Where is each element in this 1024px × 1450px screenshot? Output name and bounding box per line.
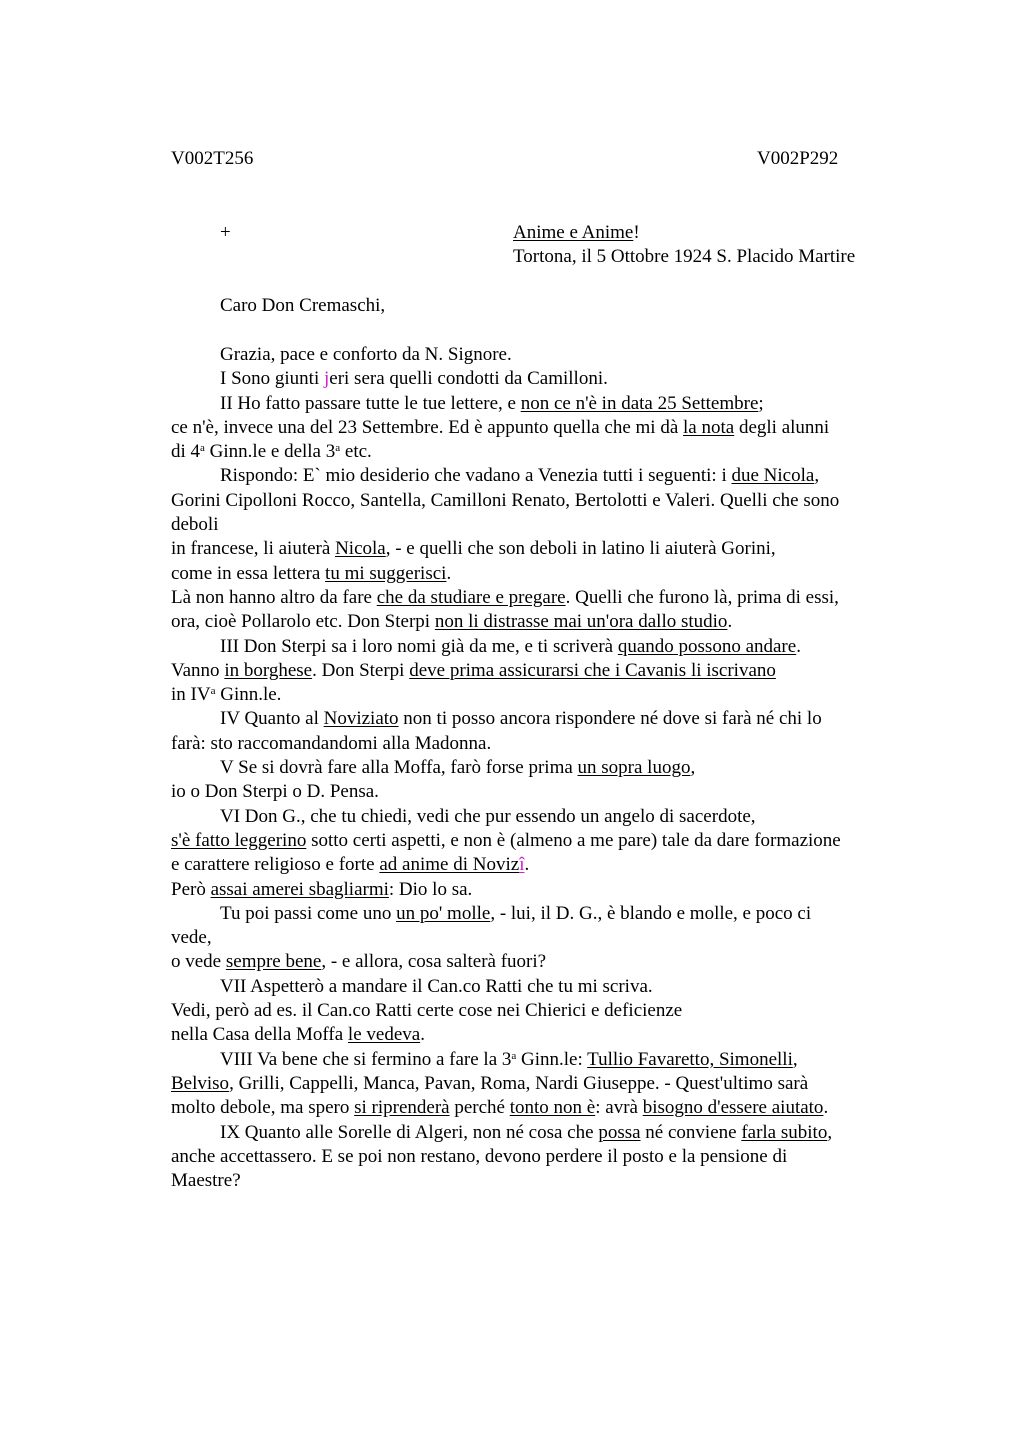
letter-title: Anime e Anime! bbox=[513, 222, 640, 243]
text-line: IV Quanto al Noviziato non ti posso ancora rispondere né dove si farà né chi lo bbox=[220, 708, 822, 730]
text-line: VII Aspetterò a mandare il Can.co Ratti che tu mi scriva. bbox=[220, 975, 653, 997]
text-line: farà: sto raccomandandomi alla Madonna. bbox=[171, 732, 492, 754]
text-line: Vedi, però ad es. il Can.co Ratti certe cose nei Chierici e deficienze bbox=[171, 1000, 683, 1022]
text-line: III Don Sterpi sa i loro nomi già da me, e ti scriverà quando possono andare. bbox=[220, 635, 801, 657]
letter-date: Tortona, il 5 Ottobre 1924 S. Placido Martire bbox=[513, 246, 856, 268]
text-line: VI Don G., che tu chiedi, vedi che pur essendo un angelo di sacerdote, bbox=[220, 805, 756, 827]
text-line: Grazia, pace e conforto da N. Signore. bbox=[220, 344, 512, 365]
salutation: Caro Don Cremaschi, bbox=[220, 295, 386, 316]
text-line: ce n'è, invece una del 23 Settembre. Ed è appunto quella che mi dà la nota degli alunni bbox=[171, 416, 830, 438]
text-line: VIII Va bene che si fermino a fare la 3$^a$ Ginn.le: Tullio Favaretto, Simonelli, bbox=[220, 1048, 798, 1070]
text-line: nella Casa della Moffa le vedeva. bbox=[171, 1024, 425, 1046]
letter-body bbox=[171, 343, 911, 1193]
text-line: Maestre? bbox=[171, 1170, 241, 1192]
text-line: V Se si dovrà fare alla Moffa, farò forse prima un sopra luogo, bbox=[220, 757, 696, 779]
text-line: io o Don Sterpi o D. Pensa. bbox=[171, 781, 379, 803]
text-line: e carattere religioso e forte ad anime di Novizî. bbox=[171, 854, 530, 876]
text-line: s'è fatto leggerino sotto certi aspetti, e non è (almeno a me pare) tale da dare formazione bbox=[171, 829, 841, 851]
text-line: in $IV^a$ Ginn.le. bbox=[171, 684, 282, 706]
text-line: Tu poi passi come uno un po' molle, - lui, il D. G., è blando e molle, e poco ci bbox=[220, 902, 812, 924]
text-line: I Sono giunti jeri sera quelli condotti da Camilloni. bbox=[220, 368, 608, 390]
text-line: di 4$^a$ Ginn.le e della 3$^a$ etc. bbox=[171, 441, 372, 463]
text-line: Vanno in borghese. Don Sterpi deve prima assicurarsi che i Cavanis li iscrivano bbox=[171, 659, 776, 681]
text-line: ora, cioè Pollarolo etc. Don Sterpi non li distrasse mai un'ora dallo studio. bbox=[171, 611, 733, 633]
text-line: come in essa lettera tu mi suggerisci. bbox=[171, 562, 452, 584]
text-line: IX Quanto alle Sorelle di Algeri, non né cosa che possa né conviene farla subito, bbox=[220, 1121, 833, 1143]
document-code-left: V002T256 bbox=[171, 148, 254, 169]
text-line: Gorini Cipolloni Rocco, Santella, Camilloni Renato, Bertolotti e Valeri. Quelli che sono bbox=[171, 489, 840, 511]
text-line: deboli bbox=[171, 514, 219, 536]
text-line: anche accettassero. E se poi non restano, devono perdere il posto e la pensione di bbox=[171, 1145, 788, 1167]
text-line: II Ho fatto passare tutte le tue lettere, e non ce n'è in data 25 Settembre; bbox=[220, 392, 764, 414]
text-line: Rispondo: E` mio desiderio che vadano a Venezia tutti i seguenti: i due Nicola, bbox=[220, 465, 820, 487]
text-line: vede, bbox=[171, 927, 212, 949]
cross-symbol: + bbox=[220, 222, 231, 243]
text-line: Però assai amerei sbagliarmi: Dio lo sa. bbox=[171, 878, 473, 900]
text-line: Là non hanno altro da fare che da studiare e pregare. Quelli che furono là, prima di essi, bbox=[171, 586, 839, 608]
letter-heading bbox=[513, 221, 855, 270]
text-line: molto debole, ma spero si riprenderà perché tonto non è: avrà bisogno d'essere aiutato. bbox=[171, 1097, 829, 1119]
text-line: o vede sempre bene, - e allora, cosa salterà fuori? bbox=[171, 951, 547, 973]
document-code-right: V002P292 bbox=[757, 148, 839, 169]
text-line: in francese, li aiuterà Nicola, - e quelli che son deboli in latino li aiuterà Gorini, bbox=[171, 538, 776, 560]
text-line: Belviso, Grilli, Cappelli, Manca, Pavan, Roma, Nardi Giuseppe. - Quest'ultimo sarà bbox=[171, 1072, 809, 1094]
